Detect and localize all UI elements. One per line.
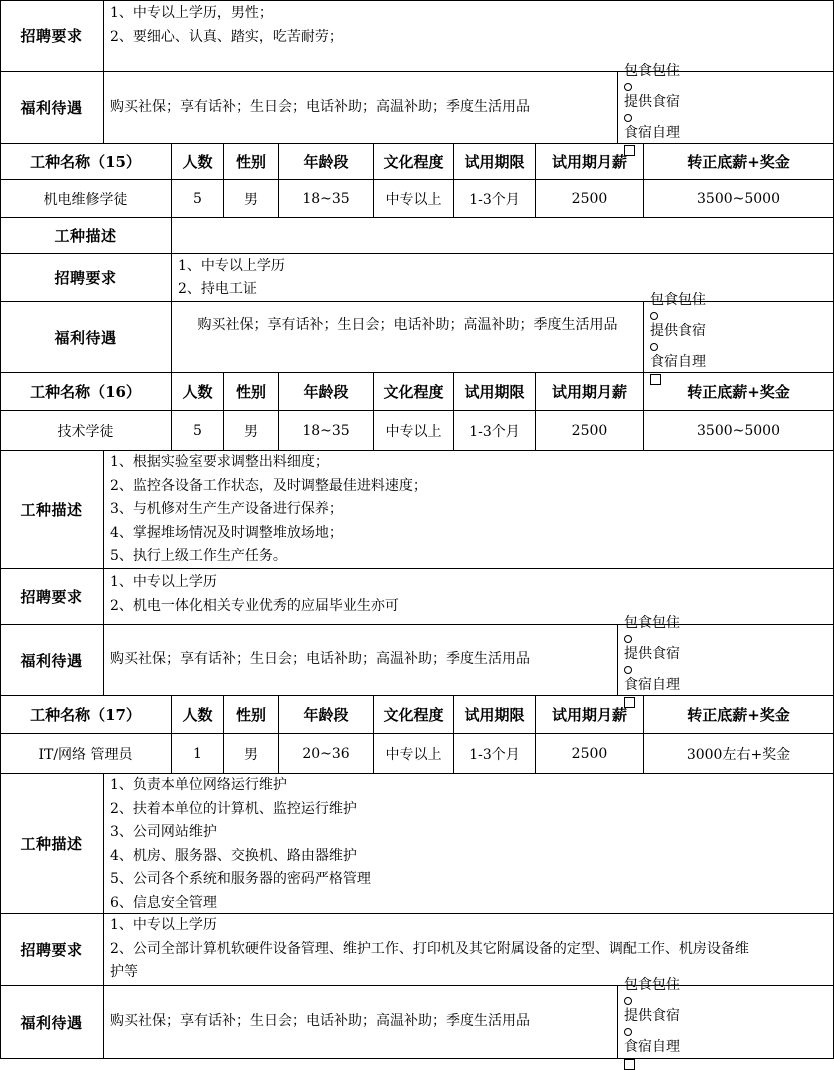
recruit-label-text: 招聘要求 bbox=[20, 27, 83, 45]
header-text: 文化程度 bbox=[383, 706, 444, 724]
header-age bbox=[279, 373, 374, 411]
welfare-description: 购买社保；享有话补；生日会；电话补助；高温补助；季度生活用品 bbox=[110, 1013, 530, 1030]
header-text: 转正底薪+奖金 bbox=[687, 153, 790, 171]
option-label: 包食包住 bbox=[624, 62, 680, 79]
job-age bbox=[279, 734, 374, 774]
welfare-label-text: 福利待遇 bbox=[20, 651, 83, 670]
option-provide-meals bbox=[624, 91, 680, 122]
job-name bbox=[0, 734, 172, 774]
recruit-label-text: 招聘要求 bbox=[20, 588, 83, 606]
radio-circle-icon bbox=[624, 635, 632, 643]
welfare-label bbox=[0, 72, 104, 144]
header-salary bbox=[644, 144, 834, 180]
desc-label-text: 工种描述 bbox=[54, 227, 117, 245]
job-probation bbox=[454, 411, 536, 451]
option-board-lodging bbox=[624, 60, 680, 91]
recruit-line: 1、中专以上学历 bbox=[110, 574, 217, 590]
option-label: 食宿自理 bbox=[624, 1039, 680, 1055]
radio-circle-icon bbox=[624, 666, 632, 674]
recruit-label bbox=[0, 254, 172, 302]
desc-label bbox=[0, 451, 104, 569]
accommodation-options bbox=[618, 615, 834, 696]
header-text: 文化程度 bbox=[383, 153, 444, 171]
job-description bbox=[104, 451, 834, 569]
header-count bbox=[172, 696, 224, 734]
radio-circle-icon bbox=[650, 343, 658, 351]
job-title-header bbox=[0, 696, 172, 734]
desc-line: 5、执行上级工作生产任务。 bbox=[110, 548, 287, 564]
welfare-label-text: 福利待遇 bbox=[20, 99, 83, 117]
option-label: 包食包住 bbox=[650, 292, 706, 308]
job-age-text: 18~35 bbox=[302, 422, 350, 439]
radio-circle-icon bbox=[624, 83, 632, 91]
recruit-label bbox=[0, 569, 104, 625]
desc-label-text: 工种描述 bbox=[20, 835, 83, 853]
welfare-text bbox=[104, 625, 618, 696]
radio-circle-icon bbox=[650, 312, 658, 320]
header-text: 试用期月薪 bbox=[551, 706, 627, 724]
job-education bbox=[374, 734, 454, 774]
job-gender bbox=[224, 180, 279, 218]
desc-label bbox=[0, 774, 104, 914]
desc-label-text: 工种描述 bbox=[20, 501, 83, 519]
header-gender bbox=[224, 373, 279, 411]
job-salary bbox=[644, 180, 834, 218]
recruit-requirements bbox=[104, 0, 834, 72]
radio-circle-icon bbox=[624, 1028, 632, 1036]
job-title-header bbox=[0, 144, 172, 180]
job-salary bbox=[644, 734, 834, 774]
header-text: 年龄段 bbox=[303, 383, 349, 401]
job-age-text: 18~35 bbox=[302, 190, 350, 207]
job-probation-text: 1-3个月 bbox=[469, 746, 520, 763]
header-text: 人数 bbox=[182, 153, 213, 171]
header-probation-pay bbox=[536, 144, 644, 180]
welfare-text bbox=[172, 302, 644, 373]
option-label: 食宿自理 bbox=[624, 124, 680, 141]
welfare-description: 购买社保；享有话补；生日会；电话补助；高温补助；季度生活用品 bbox=[110, 651, 530, 668]
recruit-label bbox=[0, 0, 104, 72]
job-age bbox=[279, 411, 374, 451]
recruit-line: 2、公司全部计算机软硬件设备管理、维护工作、打印机及其它附属设备的定型、调配工作、机房设备维 bbox=[110, 940, 749, 957]
welfare-text bbox=[104, 72, 618, 144]
welfare-label bbox=[0, 625, 104, 696]
desc-label bbox=[0, 218, 172, 254]
header-text: 试用期限 bbox=[464, 706, 525, 724]
job-probation-text: 1-3个月 bbox=[469, 191, 520, 208]
desc-line: 6、信息安全管理 bbox=[110, 894, 217, 911]
welfare-text bbox=[104, 986, 618, 1059]
job-description bbox=[172, 218, 834, 254]
checkbox-square-icon bbox=[624, 1059, 635, 1070]
desc-line: 5、公司各个系统和服务器的密码严格管理 bbox=[110, 871, 371, 887]
recruit-line: 2、机电一体化相关专业优秀的应届毕业生亦可 bbox=[110, 597, 399, 614]
job-title-header-text: 工种名称（16） bbox=[30, 383, 141, 401]
option-label: 提供食宿 bbox=[624, 1008, 680, 1024]
header-text: 人数 bbox=[182, 706, 213, 724]
accommodation-options bbox=[644, 292, 834, 373]
job-education-text: 中专以上 bbox=[385, 746, 442, 763]
header-gender bbox=[224, 696, 279, 734]
recruit-line: 护等 bbox=[110, 964, 138, 980]
job-count bbox=[172, 411, 224, 451]
option-board-lodging bbox=[624, 612, 680, 643]
radio-circle-icon bbox=[624, 114, 632, 122]
desc-line: 3、与机修对生产生产设备进行保养； bbox=[110, 501, 343, 517]
job-name-text: IT/网络 管理员 bbox=[38, 746, 133, 763]
recruit-line: 1、中专以上学历，男性； bbox=[110, 5, 273, 21]
header-salary bbox=[644, 373, 834, 411]
job-probation bbox=[454, 180, 536, 218]
job-description bbox=[104, 774, 834, 914]
header-text: 转正底薪+奖金 bbox=[687, 383, 790, 401]
job-education bbox=[374, 180, 454, 218]
recruit-requirements bbox=[172, 254, 834, 302]
job-count-text: 5 bbox=[193, 190, 202, 207]
job-name bbox=[0, 180, 172, 218]
header-probation bbox=[454, 696, 536, 734]
header-probation-pay bbox=[536, 373, 644, 411]
recruit-label-text: 招聘要求 bbox=[20, 941, 83, 959]
desc-line: 1、根据实验室要求调整出料细度； bbox=[110, 454, 329, 470]
desc-line: 3、公司网站维护 bbox=[110, 824, 217, 840]
job-age-text: 20~36 bbox=[302, 745, 350, 762]
header-text: 试用期限 bbox=[464, 153, 525, 171]
job-title-header-text: 工种名称（15） bbox=[30, 153, 141, 171]
header-count bbox=[172, 144, 224, 180]
header-text: 人数 bbox=[182, 383, 213, 401]
job-name-text: 机电维修学徒 bbox=[43, 191, 128, 208]
welfare-label-text: 福利待遇 bbox=[20, 1013, 83, 1032]
option-provide-meals bbox=[624, 643, 680, 674]
job-education-text: 中专以上 bbox=[385, 191, 442, 208]
welfare-label-text: 福利待遇 bbox=[54, 328, 117, 347]
desc-line: 1、负责本单位网络运行维护 bbox=[110, 777, 287, 793]
option-label: 包食包住 bbox=[624, 977, 680, 993]
header-count bbox=[172, 373, 224, 411]
welfare-description: 购买社保；享有话补；生日会；电话补助；高温补助；季度生活用品 bbox=[197, 317, 618, 333]
job-gender bbox=[224, 734, 279, 774]
job-title-header bbox=[0, 373, 172, 411]
option-provide-meals bbox=[624, 1005, 680, 1036]
header-education bbox=[374, 144, 454, 180]
job-salary-text: 3000左右+奖金 bbox=[686, 746, 791, 763]
header-text: 转正底薪+奖金 bbox=[687, 706, 790, 724]
job-count bbox=[172, 734, 224, 774]
header-probation bbox=[454, 373, 536, 411]
recruit-line: 1、中专以上学历 bbox=[110, 917, 217, 933]
job-gender bbox=[224, 411, 279, 451]
header-text: 试用期月薪 bbox=[551, 383, 627, 401]
option-label: 食宿自理 bbox=[650, 354, 706, 370]
header-text: 性别 bbox=[235, 153, 266, 171]
option-self-arranged bbox=[624, 1036, 680, 1070]
job-gender-text: 男 bbox=[244, 423, 258, 440]
recruit-label bbox=[0, 914, 104, 986]
job-education-text: 中专以上 bbox=[385, 423, 442, 440]
header-text: 试用期限 bbox=[464, 383, 525, 401]
header-text: 年龄段 bbox=[303, 706, 349, 724]
job-probation bbox=[454, 734, 536, 774]
header-age bbox=[279, 696, 374, 734]
job-probation-pay-text: 2500 bbox=[571, 745, 608, 762]
header-gender bbox=[224, 144, 279, 180]
job-salary-text: 3500~5000 bbox=[697, 422, 780, 439]
header-education bbox=[374, 373, 454, 411]
option-label: 提供食宿 bbox=[624, 93, 680, 110]
job-count bbox=[172, 180, 224, 218]
recruit-requirements bbox=[104, 914, 834, 986]
job-title-header-text: 工种名称（17） bbox=[30, 706, 141, 724]
desc-line: 4、掌握堆场情况及时调整堆放场地； bbox=[110, 524, 343, 541]
desc-line: 4、机房、服务器、交换机、路由器维护 bbox=[110, 847, 357, 864]
welfare-description: 购买社保；享有话补；生日会；电话补助；高温补助；季度生活用品 bbox=[110, 98, 530, 115]
header-text: 年龄段 bbox=[303, 153, 349, 171]
header-salary bbox=[644, 696, 834, 734]
welfare-label bbox=[0, 986, 104, 1059]
recruit-label-text: 招聘要求 bbox=[54, 269, 117, 287]
job-probation-pay bbox=[536, 411, 644, 451]
job-probation-pay bbox=[536, 180, 644, 218]
job-count-text: 1 bbox=[193, 745, 202, 762]
job-name bbox=[0, 411, 172, 451]
header-probation-pay bbox=[536, 696, 644, 734]
header-education bbox=[374, 696, 454, 734]
desc-line: 2、监控各设备工作状态，及时调整最佳进料速度； bbox=[110, 477, 427, 494]
job-education bbox=[374, 411, 454, 451]
radio-circle-icon bbox=[624, 997, 632, 1005]
accommodation-options bbox=[618, 62, 834, 144]
option-label: 提供食宿 bbox=[650, 323, 706, 339]
option-label: 提供食宿 bbox=[624, 646, 680, 662]
header-probation bbox=[454, 144, 536, 180]
job-probation-text: 1-3个月 bbox=[469, 423, 520, 440]
option-label: 包食包住 bbox=[624, 615, 680, 631]
recruit-line: 1、中专以上学历 bbox=[178, 258, 285, 274]
welfare-label bbox=[0, 302, 172, 373]
job-probation-pay-text: 2500 bbox=[571, 422, 608, 439]
recruit-requirements bbox=[104, 569, 834, 625]
desc-line: 2、扶着本单位的计算机、监控运行维护 bbox=[110, 800, 357, 817]
job-salary bbox=[644, 411, 834, 451]
job-count-text: 5 bbox=[193, 422, 202, 439]
recruit-line: 2、持电工证 bbox=[178, 281, 257, 297]
header-text: 性别 bbox=[235, 383, 266, 401]
job-gender-text: 男 bbox=[244, 191, 258, 208]
header-text: 试用期月薪 bbox=[551, 153, 627, 171]
job-probation-pay bbox=[536, 734, 644, 774]
option-provide-meals bbox=[650, 320, 706, 351]
header-text: 文化程度 bbox=[383, 383, 444, 401]
header-text: 性别 bbox=[235, 706, 266, 724]
job-name-text: 技术学徒 bbox=[57, 423, 114, 440]
option-board-lodging bbox=[624, 974, 680, 1005]
option-board-lodging bbox=[650, 289, 706, 320]
recruit-line: 2、要细心、认真、踏实，吃苦耐劳； bbox=[110, 28, 343, 45]
option-label: 食宿自理 bbox=[624, 677, 680, 693]
header-age bbox=[279, 144, 374, 180]
job-salary-text: 3500~5000 bbox=[697, 190, 780, 207]
job-probation-pay-text: 2500 bbox=[571, 190, 608, 207]
accommodation-options bbox=[618, 977, 834, 1059]
job-gender-text: 男 bbox=[244, 746, 258, 763]
job-age bbox=[279, 180, 374, 218]
